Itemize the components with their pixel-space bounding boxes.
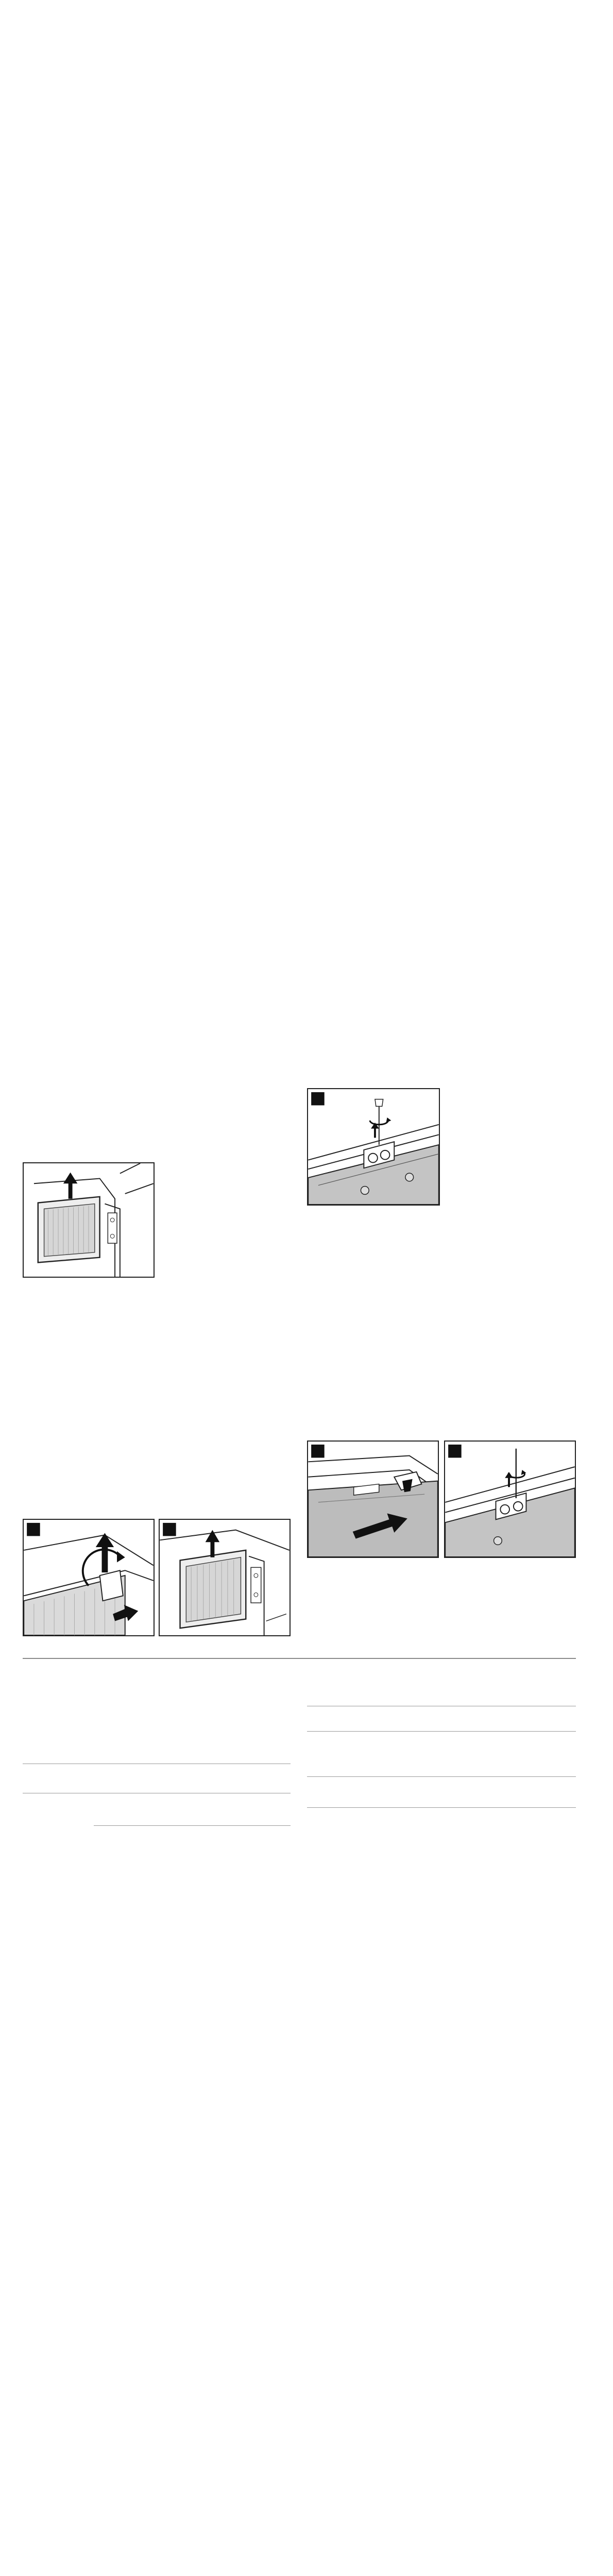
screw-rotate-illustration [308,1089,439,1205]
filter-lift-illustration [160,1520,290,1635]
screw-fasten-figure [444,1440,576,1558]
filter-removal-figure [23,1162,155,1278]
filter-lift-illustration [24,1163,154,1277]
screw-unfasten-figure [307,1088,440,1206]
lever-unlock-illustration [24,1520,154,1635]
panel-slide-illustration [308,1442,438,1557]
screw-fasten-illustration [445,1442,575,1557]
table-rule [94,1825,291,1826]
table-rule [307,1776,576,1777]
panel-slide-figure [307,1440,439,1558]
filter-removal-step2-figure [159,1519,291,1636]
table-rule [307,1731,576,1732]
section-divider [23,1658,576,1659]
unlock-lever-figure [23,1519,155,1636]
table-rule [307,1807,576,1808]
